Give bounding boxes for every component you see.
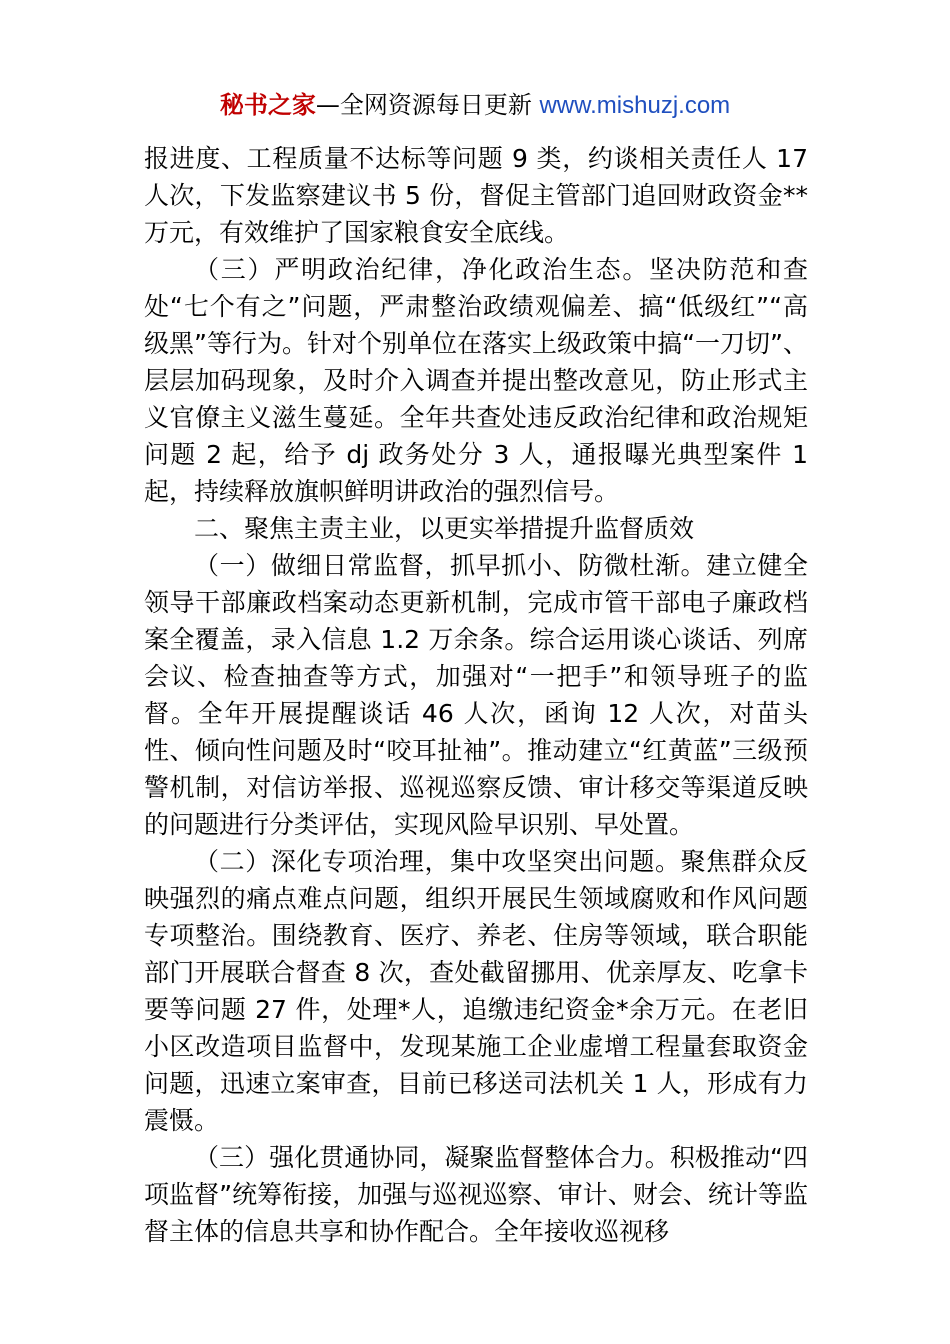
site-url-link[interactable]: www.mishuzj.com: [539, 92, 731, 119]
site-header: [0, 88, 950, 123]
paragraph-continuation: 报进度、工程质量不达标等问题 9 类，约谈相关责任人 17 人次，下发监察建议书 5 份，督促主管部门追回财政资金**万元，有效维护了国家粮食安全底线。: [144, 144, 808, 247]
paragraph-special-governance: （二）深化专项治理，集中攻坚突出问题。聚焦群众反映强烈的痛点难点问题，组织开展民生领域腐败和作风问题专项整治。围绕教育、医疗、养老、住房等领域，联合职能部门开展联合督查 8 次，查处截留挪用、优亲厚友、吃拿卡要等问题 27 件，处理*人，追缴违纪资金*余万元。在老旧小区改造项目监督中，发现某施工企业虚增工程量套取资金问题，迅速立案审查，目前已移送司法机关 1 人，形成有力震慑。: [144, 847, 808, 1135]
paragraph-daily-supervision: （一）做细日常监督，抓早抓小、防微杜渐。建立健全领导干部廉政档案动态更新机制，完成市管干部电子廉政档案全覆盖，录入信息 1.2 万余条。综合运用谈心谈话、列席会议、检查抽查等方式，加强对“一把手”和领导班子的监督。全年开展提醒谈话 46 人次，函询 12 人次，对苗头性、倾向性问题及时“咬耳扯袖”。推动建立“红黄蓝”三级预警机制，对信访举报、巡视巡察反馈、审计移交等渠道反映的问题进行分类评估，实现风险早识别、早处置。: [144, 551, 808, 839]
paragraph-political-discipline: （三）严明政治纪律，净化政治生态。坚决防范和查处“七个有之”问题，严肃整治政绩观偏差、搞“低级红”“高级黑”等行为。针对个别单位在落实上级政策中搞“一刀切”、层层加码现象，及时介入调查并提出整改意见，防止形式主义官僚主义滋生蔓延。全年共查处违反政治纪律和政治规矩问题 2 起，给予 dj 政务处分 3 人，通报曝光典型案件 1 起，持续释放旗帜鲜明讲政治的强烈信号。: [144, 255, 808, 506]
paragraph-coordination: （三）强化贯通协同，凝聚监督整体合力。积极推动“四项监督”统筹衔接，加强与巡视巡察、审计、财会、统计等监督主体的信息共享和协作配合。全年接收巡视移: [144, 1143, 808, 1246]
header-tagline: 全网资源每日更新: [339, 91, 532, 119]
header-separator: —: [315, 91, 340, 119]
brand-name: 秘书之家: [219, 91, 316, 119]
document-body: [144, 140, 808, 1250]
section-heading-2: 二、聚焦主责主业，以更实举措提升监督质效: [194, 514, 695, 543]
